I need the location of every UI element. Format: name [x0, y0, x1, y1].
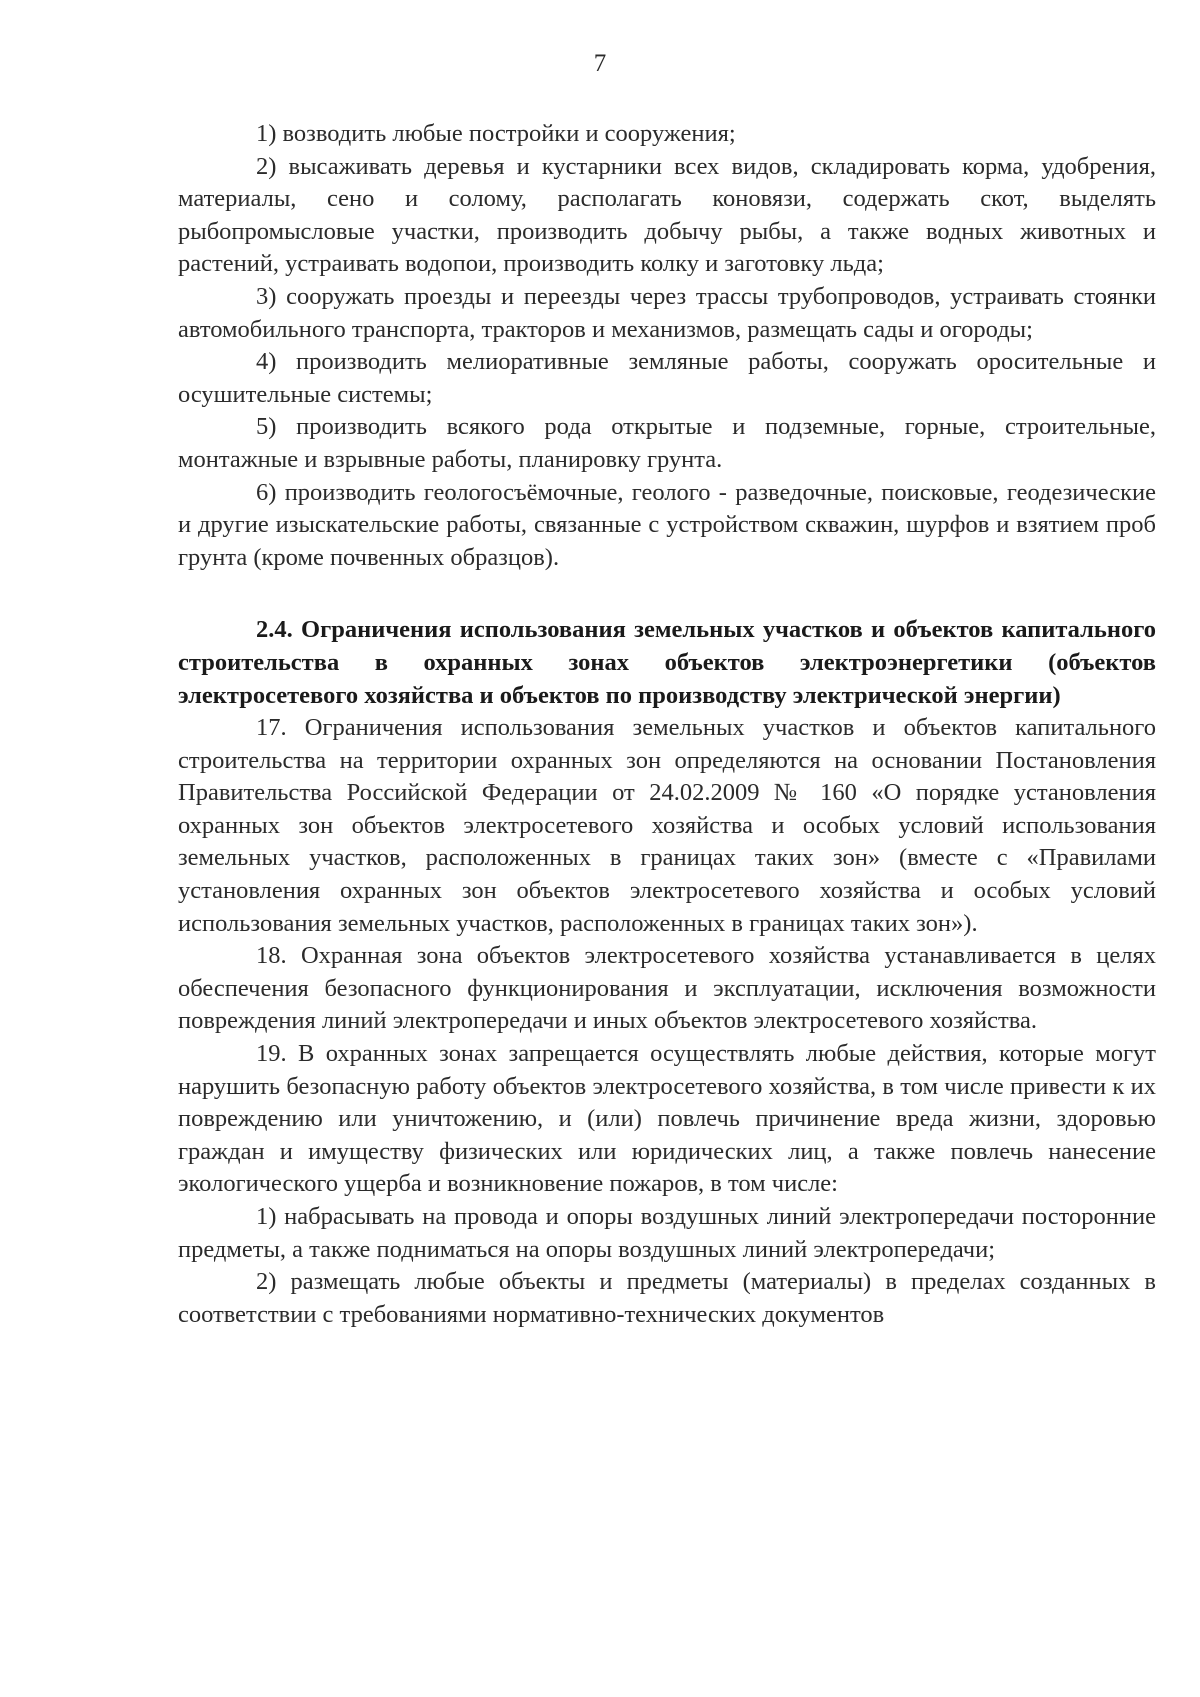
list-item-2: 2) высаживать деревья и кустарники всех видов, складировать корма, удобрения, материалы, сено и солому, располагать коновязи, содержать скот, выделять рыбопромысловые участки, производить добычу рыбы, а также водных животных и растений, устраивать водопои, производить колку и заготовку льда;	[178, 152, 1156, 278]
list-item-6: 6) производить геологосъёмочные, геолого - разведочные, поисковые, геодезические и другие изыскательские работы, связанные с устройством скважин, шурфов и взятием проб грунта (кроме почвенных образцов).	[178, 478, 1156, 571]
page-number: 7	[593, 50, 607, 77]
paragraph-19-item-2: 2) размещать любые объекты и предметы (материалы) в пределах созданных в соответствии с требованиями нормативно-технических документов	[178, 1268, 1156, 1328]
list-item-4: 4) производить мелиоративные земляные работы, сооружать оросительные и осушительные системы;	[178, 348, 1156, 408]
list-item-3: 3) сооружать проезды и переезды через трассы трубопроводов, устраивать стоянки автомобильного транспорта, тракторов и механизмов, размещать сады и огороды;	[178, 282, 1156, 343]
paragraph-17: 17. Ограничения использования земельных участков и объектов капитального строительства на территории охранных зон определяются на основании Постановления Правительства Российской Федерации от 24.02.2009 № 160 «О порядке установления охранных зон объектов электросетевого хозяйства и особых условий использования земельных участков, расположенных в границах таких зон» (вместе с «Правилами установления охранных зон объектов электросетевого хозяйства и особых условий использования земельных участков, расположенных в границах таких зон»).	[178, 714, 1156, 937]
paragraph-19-item-1: 1) набрасывать на провода и опоры воздушных линий электропередачи посторонние предметы, а также подниматься на опоры воздушных линий электропередачи;	[178, 1203, 1156, 1263]
paragraph-18: 18. Охранная зона объектов электросетевого хозяйства устанавливается в целях обеспечения безопасного функционирования и эксплуатации, исключения возможности повреждения линий электропередачи и иных объектов электросетевого хозяйства.	[178, 942, 1156, 1035]
paragraph-19: 19. В охранных зонах запрещается осуществлять любые действия, которые могут нарушить безопасную работу объектов электросетевого хозяйства, в том числе привести к их повреждению или уничтожению, и (или) повлечь причинение вреда жизни, здоровью граждан и имуществу физических или юридических лиц, а также повлечь нанесение экологического ущерба и возникновение пожаров, в том числе:	[178, 1040, 1156, 1198]
list-item-5: 5) производить всякого рода открытые и подземные, горные, строительные, монтажные и взрывные работы, планировку грунта.	[178, 413, 1156, 473]
document-body	[178, 118, 1156, 1331]
section-heading: 2.4. Ограничения использования земельных участков и объектов капитального строительства в охранных зонах объектов электроэнергетики (объектов электросетевого хозяйства и объектов по производству электрической энергии)	[178, 616, 1156, 709]
list-item-1: 1) возводить любые постройки и сооружения;	[256, 120, 736, 147]
